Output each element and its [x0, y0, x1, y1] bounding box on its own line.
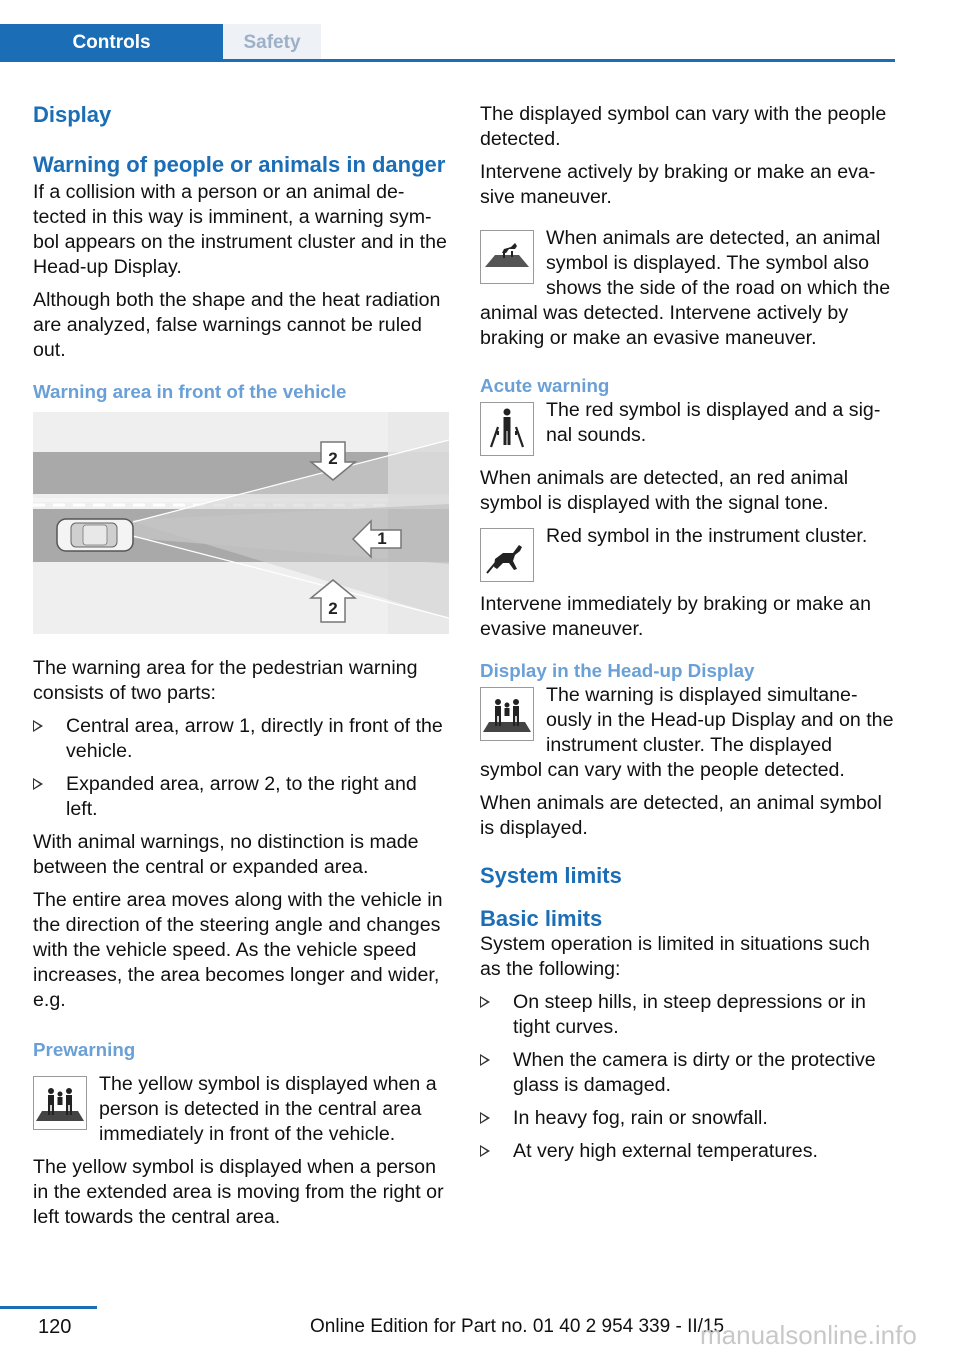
- hud-people-icon: [480, 687, 534, 741]
- heading-display: Display: [33, 102, 112, 127]
- list-item: In heavy fog, rain or snowfall.: [480, 1106, 894, 1131]
- bullet-list-areas: [33, 714, 449, 822]
- prewarning-text: The yellow symbol is displayed when a person is detected in the central area immediately in front of the vehicle.: [99, 1073, 437, 1145]
- paragraph: The warning area for the pedestrian warning consists of two parts:: [33, 657, 418, 704]
- paragraph: Intervene actively by braking or make an evasive maneuver.: [480, 161, 876, 208]
- paragraph: Although both the shape and the heat radiation are analyzed, false warnings cannot be ruled out.: [33, 289, 441, 361]
- people-warning-icon: [33, 1076, 87, 1130]
- list-item: At very high external temperatures.: [480, 1139, 894, 1164]
- bullet-triangle-icon: [33, 720, 43, 732]
- right-column: [480, 102, 894, 1172]
- list-item: When the camera is dirty or the protective glass is damaged.: [480, 1048, 894, 1098]
- hud-text: The warning is displayed simultaneously in the Head-up Display and on the instrument cluster. The displayed symbol can vary with the people detected.: [480, 684, 894, 781]
- left-column: [33, 102, 449, 1238]
- red-animal-text: Red symbol in the instrument cluster.: [546, 525, 868, 547]
- bullet-triangle-icon: [480, 1054, 490, 1066]
- paragraph: The entire area moves along with the vehicle in the direction of the steering angle and changes with the vehicle speed. As the vehicle speed increases, the area becomes longer and wider, e.g.: [33, 889, 443, 1011]
- subheading-warning-area: Warning area in front of the vehicle: [33, 381, 347, 402]
- arrow-2-bottom-label: 2: [328, 599, 338, 618]
- bullet-list-limits: [480, 990, 894, 1164]
- red-animal-block: [480, 524, 894, 584]
- list-item: On steep hills, in steep depressions or in tight curves.: [480, 990, 894, 1040]
- list-item: Expanded area, arrow 2, to the right and left.: [33, 772, 449, 822]
- paragraph: When animals are detected, an animal symbol is displayed.: [480, 792, 882, 839]
- car-icon: [57, 519, 133, 551]
- header-rule: [0, 59, 895, 62]
- bullet-triangle-icon: [33, 778, 43, 790]
- paragraph: Intervene immediately by braking or make an evasive maneuver.: [480, 593, 871, 640]
- arrow-1-label: 1: [377, 529, 387, 548]
- heading-basic-limits: Basic limits: [480, 906, 603, 931]
- watermark: manualsonline.info: [700, 1320, 917, 1350]
- pedestrian-red-icon: [480, 402, 534, 456]
- subheading-prewarning: Prewarning: [33, 1039, 136, 1060]
- bullet-triangle-icon: [480, 996, 490, 1008]
- paragraph: If a collision with a person or an animal detected in this way is imminent, a warning symbol appears on the instrument cluster and in the Head-up Display.: [33, 181, 447, 278]
- edition-footer: Online Edition for Part no. 01 40 2 954 339 - II/15: [310, 1316, 725, 1337]
- paragraph: System operation is limited in situations such as the following:: [480, 933, 870, 980]
- heading-warning-people-animals: Warning of people or animals in danger: [33, 152, 446, 177]
- acute-warning-block: [480, 398, 894, 458]
- bullet-triangle-icon: [480, 1112, 490, 1124]
- acute-warning-text: The red symbol is displayed and a signal sounds.: [546, 399, 881, 446]
- animal-warning-icon: [480, 230, 534, 284]
- prewarning-block: [33, 1072, 449, 1147]
- page-number: 120: [38, 1316, 72, 1338]
- tab-safety[interactable]: Safety: [223, 24, 321, 62]
- paragraph: The yellow symbol is displayed when a person in the extended area is moving from the right or left towards the central area.: [33, 1156, 444, 1228]
- animal-symbol-block: [480, 226, 894, 351]
- page-number-rule: [0, 1306, 97, 1309]
- hud-block: [480, 683, 894, 783]
- warning-area-diagram: [33, 412, 449, 634]
- arrow-2-top-label: 2: [328, 449, 338, 468]
- bullet-triangle-icon: [480, 1145, 490, 1157]
- header-tabs: [0, 24, 895, 62]
- subheading-hud: Display in the Head-up Display: [480, 660, 755, 681]
- list-item: Central area, arrow 1, directly in front of the vehicle.: [33, 714, 449, 764]
- animal-symbol-text: When animals are detected, an animal symbol is displayed. The symbol also shows the side of the road on which the animal was detected. Intervene actively by braking or make an evasive maneuver.: [480, 227, 891, 349]
- red-animal-icon: [480, 528, 534, 582]
- paragraph: The displayed symbol can vary with the people detected.: [480, 103, 887, 150]
- tab-controls[interactable]: Controls: [0, 24, 223, 62]
- paragraph: When animals are detected, an red animal symbol is displayed with the signal tone.: [480, 467, 849, 514]
- paragraph: With animal warnings, no distinction is made between the central or expanded area.: [33, 831, 419, 878]
- subheading-acute-warning: Acute warning: [480, 375, 610, 396]
- heading-system-limits: System limits: [480, 863, 622, 888]
